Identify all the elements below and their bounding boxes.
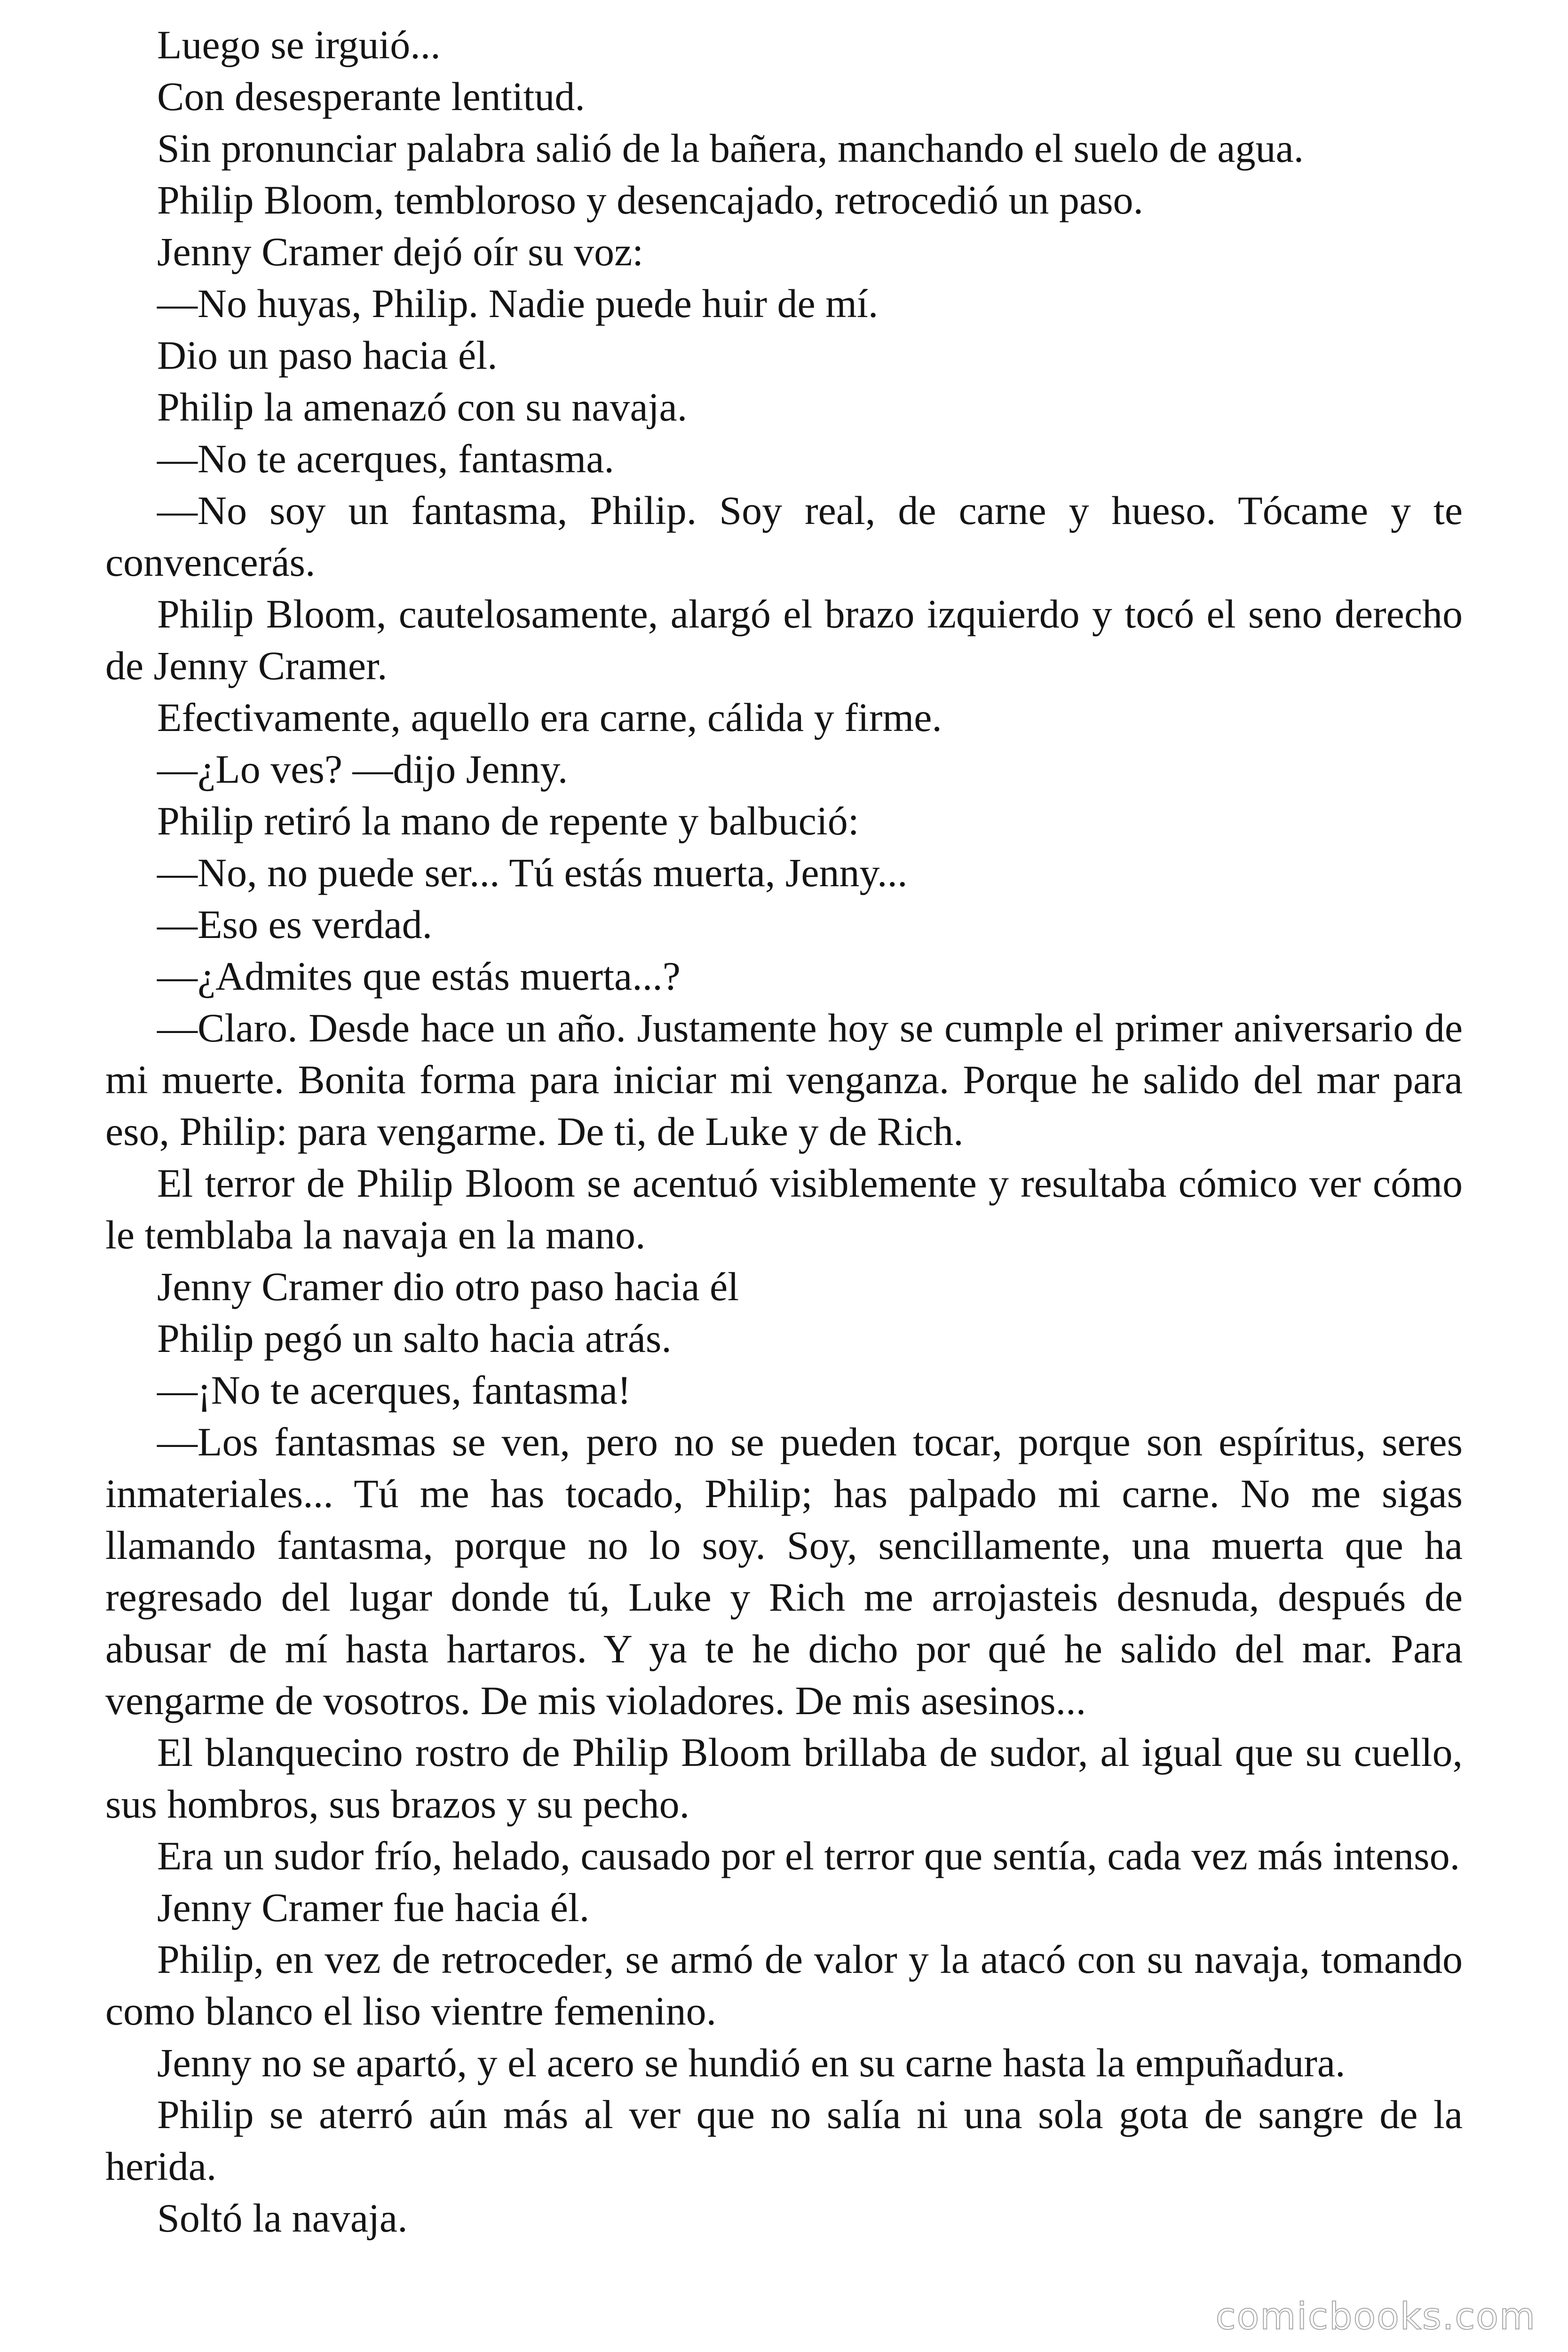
paragraph: Sin pronunciar palabra salió de la bañera, manchando el suelo de agua. xyxy=(157,126,1304,171)
paragraph: Philip, en vez de retroceder, se armó de valor y la atacó con su navaja, tomando como blanco el liso vientre femenino. xyxy=(105,1937,1463,2034)
paragraph: Era un sudor frío, helado, causado por el terror que sentía, cada vez más intenso. xyxy=(157,1833,1460,1878)
paragraph: Con desesperante lentitud. xyxy=(157,74,585,119)
paragraph: Jenny Cramer dio otro paso hacia él xyxy=(157,1264,739,1309)
paragraph: —Los fantasmas se ven, pero no se pueden tocar, porque son espíritus, seres inmateriales... Tú me has tocado, Philip; has palpado mi carne. No me sigas llamando fantasma, porque no lo soy. Soy, sencillamente, una muerta que ha regresado del lugar donde tú, Luke y Rich me arrojasteis desnuda, después de abusar de mí hasta hartaros. Y ya te he dicho por qué he salido del mar. Para vengarme de vosotros. De mis violadores. De mis asesinos... xyxy=(105,1419,1463,1723)
paragraph: —No soy un fantasma, Philip. Soy real, de carne y hueso. Tócame y te convencerás. xyxy=(105,488,1463,585)
paragraph: El blanquecino rostro de Philip Bloom brillaba de sudor, al igual que su cuello, sus hombros, sus brazos y su pecho. xyxy=(105,1730,1463,1827)
paragraph: Efectivamente, aquello era carne, cálida y firme. xyxy=(157,695,942,740)
paragraph: Jenny Cramer fue hacia él. xyxy=(157,1885,590,1930)
paragraph: Soltó la navaja. xyxy=(157,2195,408,2241)
paragraph: Philip Bloom, tembloroso y desencajado, retrocedió un paso. xyxy=(157,177,1144,222)
paragraph: Jenny no se apartó, y el acero se hundió en su carne hasta la empuñadura. xyxy=(157,2040,1346,2085)
watermark: comicbooks.com xyxy=(1215,2296,1536,2338)
paragraph: —Claro. Desde hace un año. Justamente hoy se cumple el primer aniversario de mi muerte. Bonita forma para iniciar mi venganza. Porque he salido del mar para eso, Philip: para vengarme. De ti, de Luke y de Rich. xyxy=(105,1005,1463,1154)
paragraph: Dio un paso hacia él. xyxy=(157,333,498,378)
paragraph: —Eso es verdad. xyxy=(157,902,433,947)
paragraph: —No te acerques, fantasma. xyxy=(157,436,614,481)
paragraph: —¡No te acerques, fantasma! xyxy=(157,1367,631,1413)
paragraph: Philip retiró la mano de repente y balbució: xyxy=(157,798,859,843)
paragraph: Philip Bloom, cautelosamente, alargó el brazo izquierdo y tocó el seno derecho de Jenny Cramer. xyxy=(105,591,1463,688)
paragraph: Philip pegó un salto hacia atrás. xyxy=(157,1316,672,1361)
paragraph: Luego se irguió... xyxy=(157,22,441,67)
page-text xyxy=(105,19,1463,2244)
paragraph: El terror de Philip Bloom se acentuó visiblemente y resultaba cómico ver cómo le temblaba la navaja en la mano. xyxy=(105,1160,1463,1257)
paragraph: Philip la amenazó con su navaja. xyxy=(157,384,688,429)
paragraph: —No, no puede ser... Tú estás muerta, Jenny... xyxy=(157,850,908,895)
paragraph: Jenny Cramer dejó oír su voz: xyxy=(157,229,644,274)
paragraph: —¿Admites que estás muerta...? xyxy=(157,954,681,999)
paragraph: Philip se aterró aún más al ver que no salía ni una sola gota de sangre de la herida. xyxy=(105,2092,1463,2189)
paragraph: —¿Lo ves? —dijo Jenny. xyxy=(157,747,568,792)
paragraph: —No huyas, Philip. Nadie puede huir de mí. xyxy=(157,281,879,326)
